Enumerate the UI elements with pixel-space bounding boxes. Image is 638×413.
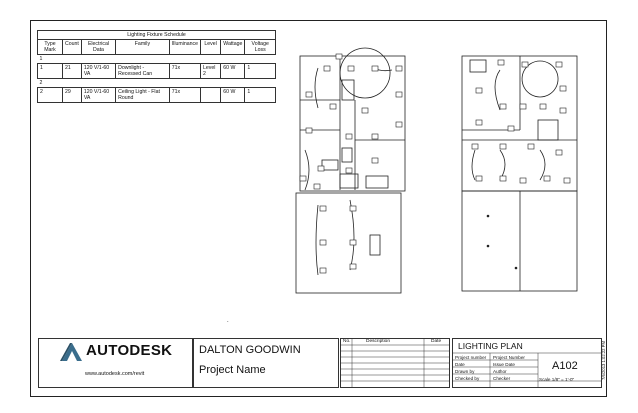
cell-voltage-loss: 1 [245,88,276,103]
cell-voltage-loss: 1 [245,64,276,79]
date-label: Date [455,362,465,367]
print-timestamp-text: 7/6/2013 1:02:22 PM [600,341,606,380]
sheet-number: A102 [552,360,578,372]
schedule-title: Lighting Fixture Schedule [38,31,276,40]
cell-count: 29 [62,88,81,103]
project-number-value: Project Number [493,355,525,360]
cell-illuminance: 71x [169,64,200,79]
cell-wattage: 60 W [221,64,245,79]
group-label: 1 [38,55,276,64]
col-type-mark: Type Mark [38,40,63,55]
col-level: Level [200,40,220,55]
date-value: Issue Date [493,362,515,367]
print-timestamp [602,338,610,388]
revision-grid [340,338,450,388]
cell-wattage: 60 W [221,88,245,103]
drawn-by-label: Drawn by [455,369,475,374]
cell-illuminance: 71x [169,88,200,103]
col-illuminance: Illuminance [169,40,200,55]
project-number-label: Project number [455,355,487,360]
col-voltage-loss: Voltage Loss [245,40,276,55]
sheet-scale: Scale 1/8" = 1'-0" [539,377,575,382]
cell-type-mark: 1 [38,64,63,79]
autodesk-url: www.autodesk.com/revit [85,371,145,377]
autodesk-logo-icon [60,342,84,362]
fixture-tags [300,54,570,273]
revision-no-header: No. [343,339,351,344]
checked-by-value: Checker [493,376,511,381]
stray-mark: . [227,318,229,324]
cell-family: Downlight - Recessed Can [116,64,170,79]
col-count: Count [62,40,81,55]
revision-date-header: Date [431,339,442,344]
revision-description-header: Description [366,339,390,344]
client-name: DALTON GOODWIN [199,344,301,356]
col-family: Family [116,40,170,55]
cell-level: Level 2 [200,64,220,79]
cell-family: Ceiling Light - Flat Round [116,88,170,103]
cell-type-mark: 2 [38,88,63,103]
project-name: Project Name [199,364,266,376]
checked-by-label: Checked by [455,376,480,381]
col-wattage: Wattage [221,40,245,55]
group-label: 2 [38,79,276,88]
cell-count: 21 [62,64,81,79]
cell-electrical: 120 V/1-60 VA [81,64,115,79]
col-electrical: Electrical Data [81,40,115,55]
sheet-title: LIGHTING PLAN [458,341,523,351]
drawn-by-value: Author [493,369,507,374]
cell-electrical: 120 V/1-60 VA [81,88,115,103]
autodesk-wordmark: AUTODESK [86,342,173,359]
